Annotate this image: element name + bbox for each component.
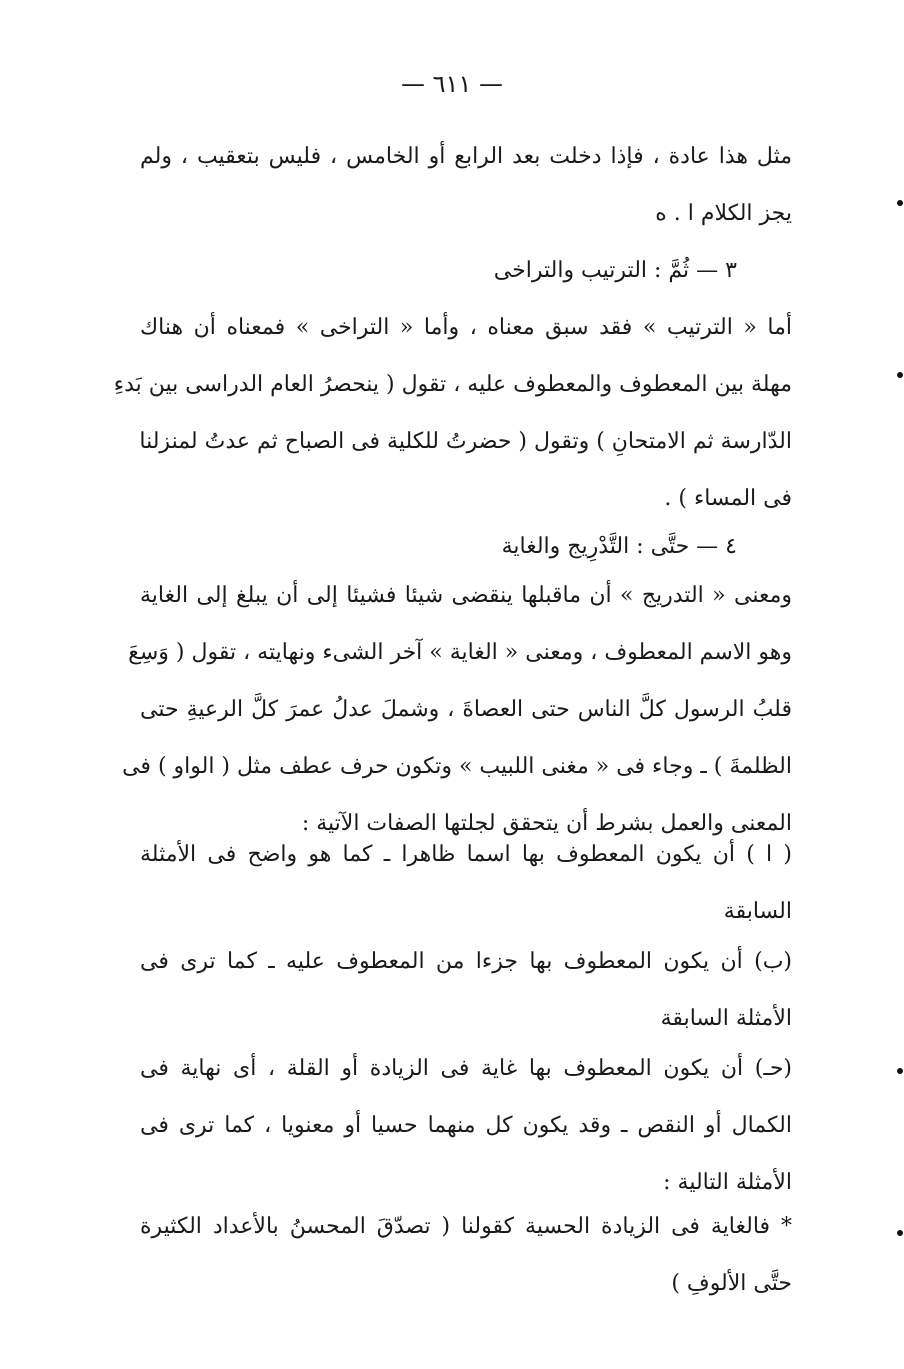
- paragraph-intro: [140, 128, 792, 242]
- text-line: المعنى والعمل بشرط أن يتحقق لجلتها الصفات الآتية :: [301, 811, 792, 836]
- text-line: حتَّى الألوفِ ): [671, 1271, 792, 1296]
- text-line: الدّارسة ثم الامتحانِ ) وتقول ( حضرتُ للكلية فى الصباح ثم عدتُ لمنزلنا: [139, 429, 792, 454]
- text-line: يجز الكلام ا . ه: [655, 201, 792, 226]
- text-line: (حـ) أن يكون المعطوف بها غاية فى الزيادة أو القلة ، أى نهاية فى: [140, 1056, 792, 1081]
- text-line: ومعنى « التدريج » أن ماقبلها ينقضى شيئا فشيئا إلى أن يبلغ إلى الغاية: [140, 583, 792, 608]
- text-line: مثل هذا عادة ، فإذا دخلت بعد الرابع أو الخامس ، فليس بتعقيب ، ولم: [140, 144, 792, 169]
- paragraph-thumma: [113, 299, 792, 527]
- text-line: مهلة بين المعطوف والمعطوف عليه ، تقول ( ينحصرُ العام الدراسى بين بَدءِ: [113, 372, 792, 397]
- text-line: الأمثلة التالية :: [663, 1170, 792, 1195]
- text-line: قلبُ الرسول كلَّ الناس حتى العصاةَ ، وشملَ عدلُ عمرَ كلَّ الرعيةِ حتى: [140, 697, 792, 722]
- text-line: ( ا ) أن يكون المعطوف بها اسما ظاهرا ـ كما هو واضح فى الأمثلة: [140, 842, 792, 867]
- text-line: الأمثلة السابقة: [660, 1006, 792, 1031]
- page-number: — ٦١١ —: [401, 70, 503, 98]
- condition-b: [140, 933, 792, 1047]
- text-line: (ب) أن يكون المعطوف بها جزءا من المعطوف عليه ـ كما ترى فى: [140, 949, 792, 974]
- section-heading: ٣ — ثُمَّ : الترتيب والتراخى: [493, 258, 737, 283]
- section-heading: ٤ — حتَّى : التَّدْرِيج والغاية: [501, 534, 737, 559]
- margin-dot: [897, 1068, 903, 1074]
- section-heading-thumma: [140, 242, 792, 299]
- text-line: فى المساء ) .: [664, 486, 792, 511]
- paragraph-hatta: [122, 567, 792, 852]
- text-line: أما « الترتيب » فقد سبق معناه ، وأما « التراخى » فمعناه أن هناك: [140, 315, 792, 340]
- margin-dot: [897, 200, 903, 206]
- text-line: وهو الاسم المعطوف ، ومعنى « الغاية » آخر الشىء ونهايته ، تقول ( وَسِعَ: [128, 640, 792, 665]
- text-line: السابقة: [723, 899, 792, 924]
- example-paragraph: [140, 1198, 792, 1312]
- margin-dot: [897, 372, 903, 378]
- margin-dot: [897, 1230, 903, 1236]
- condition-a: [140, 826, 792, 940]
- text-line: الظلمةَ ) ـ وجاء فى « مغنى اللبيب » وتكون حرف عطف مثل ( الواو ) فى: [122, 754, 792, 779]
- text-line: * فالغاية فى الزيادة الحسية كقولنا ( تصدّقَ المحسنُ بالأعداد الكثيرة: [140, 1214, 792, 1239]
- condition-c: [140, 1040, 792, 1211]
- text-line: الكمال أو النقص ـ وقد يكون كل منهما حسيا أو معنويا ، كما ترى فى: [140, 1113, 792, 1138]
